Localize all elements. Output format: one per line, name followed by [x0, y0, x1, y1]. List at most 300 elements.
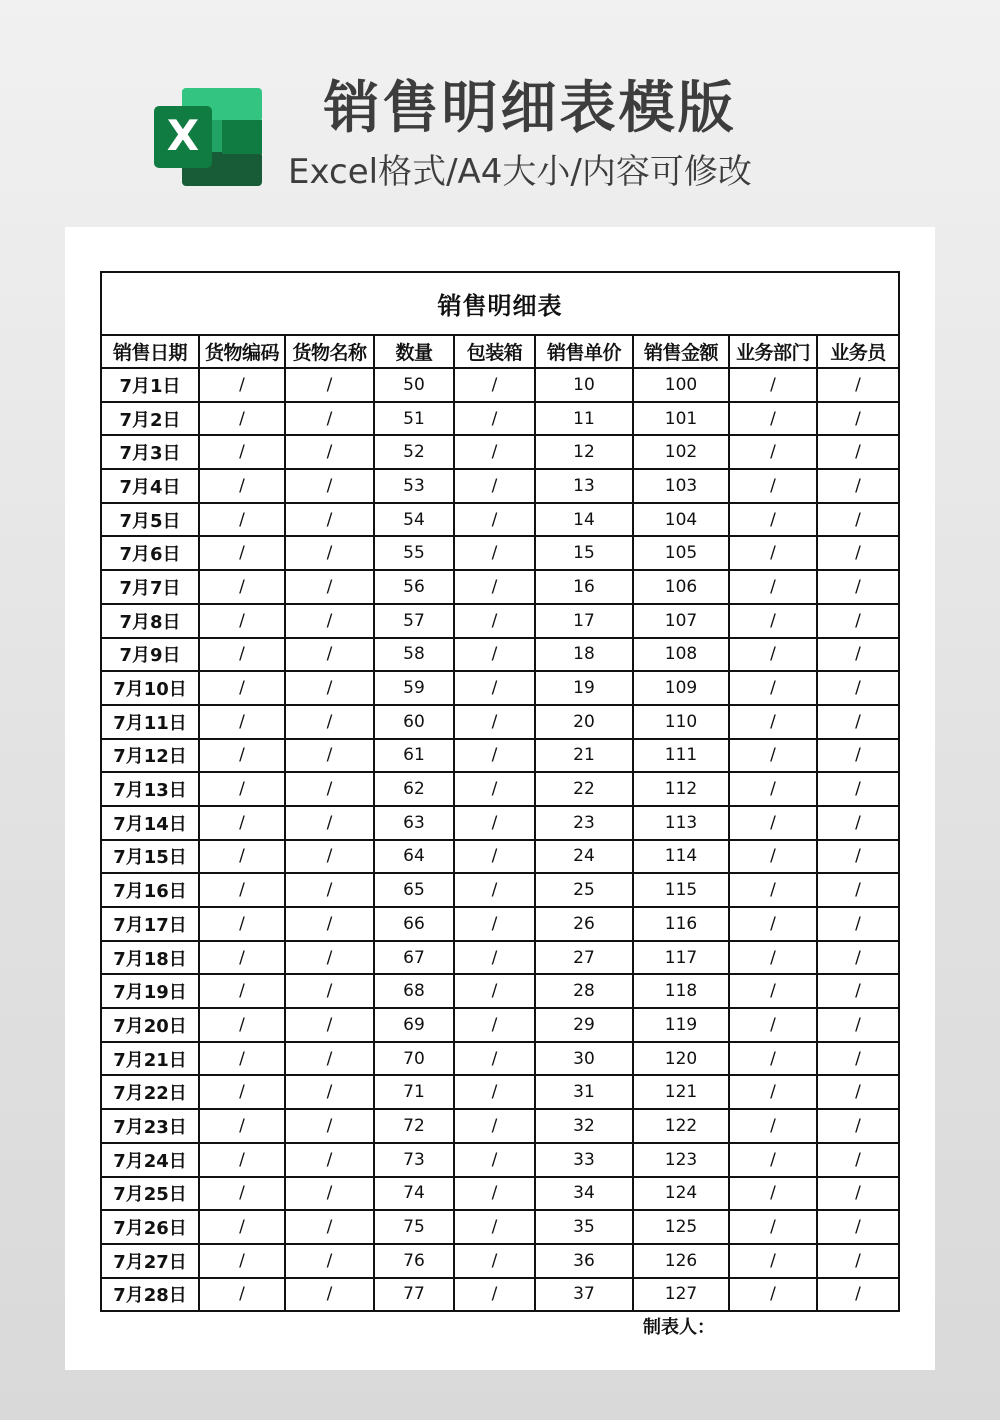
table-cell: / [729, 840, 817, 874]
table-cell: / [285, 503, 374, 537]
table-row [101, 705, 899, 739]
column-header: 包装箱 [454, 335, 535, 368]
table-cell: / [199, 435, 285, 469]
table-cell: 69 [374, 1008, 454, 1042]
table-cell: 64 [374, 840, 454, 874]
table-cell: 77 [374, 1278, 454, 1312]
table-cell: / [817, 1278, 899, 1312]
table-row [101, 907, 899, 941]
table-cell: / [199, 1042, 285, 1076]
table-cell: / [454, 974, 535, 1008]
table-cell: / [199, 873, 285, 907]
table-cell: 105 [633, 536, 729, 570]
table-cell: / [817, 1109, 899, 1143]
table-row [101, 435, 899, 469]
table-cell: / [817, 705, 899, 739]
table-cell: / [729, 772, 817, 806]
table-cell: / [817, 503, 899, 537]
table-cell: / [454, 705, 535, 739]
table-cell: 120 [633, 1042, 729, 1076]
table-cell: / [454, 907, 535, 941]
table-cell: 75 [374, 1210, 454, 1244]
table-row [101, 638, 899, 672]
table-cell: 116 [633, 907, 729, 941]
table-cell: 7月15日 [101, 840, 199, 874]
table-cell: 7月11日 [101, 705, 199, 739]
table-cell: / [817, 739, 899, 773]
table-row [101, 974, 899, 1008]
table-cell: / [285, 1244, 374, 1278]
table-cell: / [454, 1042, 535, 1076]
table-cell: / [729, 671, 817, 705]
table-cell: / [817, 368, 899, 402]
table-cell: / [285, 840, 374, 874]
table-cell: 33 [535, 1143, 633, 1177]
table-cell: 59 [374, 671, 454, 705]
table-cell: 104 [633, 503, 729, 537]
table-cell: / [729, 570, 817, 604]
table-cell: / [285, 402, 374, 436]
table-cell: 11 [535, 402, 633, 436]
table-cell: 114 [633, 840, 729, 874]
table-cell: 7月27日 [101, 1244, 199, 1278]
table-cell: / [454, 469, 535, 503]
table-cell: 117 [633, 941, 729, 975]
table-cell: 13 [535, 469, 633, 503]
table-cell: / [817, 638, 899, 672]
table-cell: / [199, 1210, 285, 1244]
table-cell: / [285, 604, 374, 638]
table-cell: / [285, 1042, 374, 1076]
table-cell: / [285, 941, 374, 975]
table-cell: / [454, 1177, 535, 1211]
table-cell: 27 [535, 941, 633, 975]
table-cell: / [285, 671, 374, 705]
table-row [101, 1143, 899, 1177]
table-cell: 15 [535, 536, 633, 570]
table-row [101, 402, 899, 436]
table-cell: 7月16日 [101, 873, 199, 907]
table-cell: / [817, 1143, 899, 1177]
table-row [101, 806, 899, 840]
table-cell: / [817, 1210, 899, 1244]
table-cell: / [285, 1008, 374, 1042]
table-cell: / [285, 1210, 374, 1244]
table-cell: / [285, 806, 374, 840]
table-cell: / [454, 503, 535, 537]
table-cell: 61 [374, 739, 454, 773]
table-cell: / [729, 739, 817, 773]
table-cell: 110 [633, 705, 729, 739]
table-cell: / [285, 638, 374, 672]
table-cell: 34 [535, 1177, 633, 1211]
table-cell: / [454, 806, 535, 840]
table-cell: 124 [633, 1177, 729, 1211]
table-cell: 71 [374, 1075, 454, 1109]
table-cell: / [199, 1177, 285, 1211]
table-cell: / [285, 536, 374, 570]
table-cell: 111 [633, 739, 729, 773]
table-row [101, 368, 899, 402]
table-cell: 62 [374, 772, 454, 806]
table-cell: / [454, 638, 535, 672]
table-cell: 7月21日 [101, 1042, 199, 1076]
sheet-title: 销售明细表 [101, 272, 899, 335]
table-cell: / [817, 402, 899, 436]
table-cell: / [729, 469, 817, 503]
table-cell: 7月25日 [101, 1177, 199, 1211]
table-cell: 7月6日 [101, 536, 199, 570]
table-cell: 22 [535, 772, 633, 806]
table-cell: / [454, 1109, 535, 1143]
table-cell: / [454, 1210, 535, 1244]
table-cell: / [199, 806, 285, 840]
table-cell: 32 [535, 1109, 633, 1143]
table-cell: / [729, 1177, 817, 1211]
table-cell: 7月17日 [101, 907, 199, 941]
table-cell: / [285, 873, 374, 907]
table-cell: 19 [535, 671, 633, 705]
table-cell: 7月3日 [101, 435, 199, 469]
table-cell: / [199, 1008, 285, 1042]
table-cell: / [285, 739, 374, 773]
table-cell: 57 [374, 604, 454, 638]
table-cell: 60 [374, 705, 454, 739]
table-cell: / [199, 503, 285, 537]
table-cell: / [817, 604, 899, 638]
table-cell: / [817, 671, 899, 705]
table-cell: 54 [374, 503, 454, 537]
table-cell: / [817, 1008, 899, 1042]
table-cell: 7月22日 [101, 1075, 199, 1109]
table-cell: / [729, 402, 817, 436]
table-cell: 30 [535, 1042, 633, 1076]
table-cell: / [199, 1075, 285, 1109]
table-cell: / [454, 840, 535, 874]
table-cell: / [454, 941, 535, 975]
table-body [101, 368, 899, 1311]
table-cell: / [729, 1075, 817, 1109]
table-cell: 21 [535, 739, 633, 773]
table-cell: 7月4日 [101, 469, 199, 503]
table-cell: / [199, 1244, 285, 1278]
logo-sheet-dark [222, 120, 262, 154]
document-paper [65, 227, 935, 1370]
table-row [101, 873, 899, 907]
table-cell: 17 [535, 604, 633, 638]
column-header: 销售日期 [101, 335, 199, 368]
column-header: 销售金额 [633, 335, 729, 368]
table-cell: 58 [374, 638, 454, 672]
table-cell: 14 [535, 503, 633, 537]
table-cell: / [729, 1143, 817, 1177]
table-row [101, 570, 899, 604]
table-cell: / [454, 570, 535, 604]
table-row [101, 739, 899, 773]
table-cell: 7月14日 [101, 806, 199, 840]
table-cell: / [285, 1177, 374, 1211]
table-cell: 121 [633, 1075, 729, 1109]
table-cell: 16 [535, 570, 633, 604]
table-cell: / [454, 536, 535, 570]
table-cell: 115 [633, 873, 729, 907]
table-row [101, 1244, 899, 1278]
table-cell: / [817, 840, 899, 874]
table-cell: / [454, 435, 535, 469]
table-cell: / [454, 1075, 535, 1109]
page-header [0, 0, 1000, 220]
table-cell: / [454, 368, 535, 402]
table-cell: 101 [633, 402, 729, 436]
table-cell: 103 [633, 469, 729, 503]
table-cell: / [729, 435, 817, 469]
table-cell: / [454, 402, 535, 436]
table-cell: / [285, 469, 374, 503]
table-cell: / [285, 1075, 374, 1109]
table-cell: 51 [374, 402, 454, 436]
table-cell: 7月8日 [101, 604, 199, 638]
table-cell: 55 [374, 536, 454, 570]
table-cell: 31 [535, 1075, 633, 1109]
table-row [101, 1008, 899, 1042]
table-cell: 7月24日 [101, 1143, 199, 1177]
table-cell: / [199, 469, 285, 503]
table-cell: 113 [633, 806, 729, 840]
table-cell: / [199, 671, 285, 705]
table-cell: / [454, 873, 535, 907]
table-cell: 68 [374, 974, 454, 1008]
table-cell: / [199, 368, 285, 402]
column-header: 货物名称 [285, 335, 374, 368]
page-subtitle: Excel格式/A4大小/内容可修改 [288, 152, 752, 192]
table-cell: 72 [374, 1109, 454, 1143]
table-cell: 53 [374, 469, 454, 503]
table-cell: / [199, 941, 285, 975]
table-cell: / [817, 941, 899, 975]
table-cell: 37 [535, 1278, 633, 1312]
table-cell: 7月20日 [101, 1008, 199, 1042]
table-cell: 52 [374, 435, 454, 469]
table-cell: / [285, 907, 374, 941]
table-cell: / [199, 772, 285, 806]
table-cell: / [285, 570, 374, 604]
table-cell: / [817, 1075, 899, 1109]
table-row [101, 1210, 899, 1244]
table-cell: 7月10日 [101, 671, 199, 705]
table-cell: / [199, 974, 285, 1008]
table-cell: / [285, 705, 374, 739]
table-cell: 102 [633, 435, 729, 469]
table-cell: / [729, 604, 817, 638]
table-row [101, 671, 899, 705]
table-cell: / [199, 604, 285, 638]
column-header: 销售单价 [535, 335, 633, 368]
table-row [101, 1109, 899, 1143]
table-row [101, 1075, 899, 1109]
table-cell: / [817, 1042, 899, 1076]
table-cell: 35 [535, 1210, 633, 1244]
column-header: 业务部门 [729, 335, 817, 368]
table-cell: 67 [374, 941, 454, 975]
table-cell: 65 [374, 873, 454, 907]
table-cell: / [817, 974, 899, 1008]
table-cell: 123 [633, 1143, 729, 1177]
table-cell: / [285, 1109, 374, 1143]
table-cell: / [199, 402, 285, 436]
column-header: 业务员 [817, 335, 899, 368]
table-cell: 127 [633, 1278, 729, 1312]
table-cell: / [454, 1143, 535, 1177]
table-cell: 73 [374, 1143, 454, 1177]
table-cell: 10 [535, 368, 633, 402]
sales-detail-table [100, 271, 900, 1312]
table-cell: / [729, 941, 817, 975]
table-cell: 56 [374, 570, 454, 604]
table-cell: / [199, 638, 285, 672]
table-cell: / [817, 806, 899, 840]
table-maker-label: 制表人： [643, 1317, 715, 1338]
table-row [101, 1177, 899, 1211]
table-row [101, 1042, 899, 1076]
table-cell: / [285, 974, 374, 1008]
table-cell: 25 [535, 873, 633, 907]
table-cell: / [199, 536, 285, 570]
table-cell: / [817, 469, 899, 503]
column-header: 数量 [374, 335, 454, 368]
table-cell: / [454, 772, 535, 806]
table-cell: / [729, 638, 817, 672]
logo-x-letter: X [166, 111, 200, 160]
table-cell: / [729, 536, 817, 570]
table-cell: / [199, 570, 285, 604]
table-cell: 7月1日 [101, 368, 199, 402]
table-cell: 23 [535, 806, 633, 840]
table-cell: 7月9日 [101, 638, 199, 672]
table-cell: 126 [633, 1244, 729, 1278]
table-cell: 112 [633, 772, 729, 806]
table-cell: / [817, 907, 899, 941]
table-cell: 12 [535, 435, 633, 469]
table-cell: / [729, 503, 817, 537]
column-header: 货物编码 [199, 335, 285, 368]
table-cell: / [817, 570, 899, 604]
table-cell: 29 [535, 1008, 633, 1042]
table-cell: / [729, 974, 817, 1008]
table-cell: / [454, 739, 535, 773]
table-cell: / [729, 806, 817, 840]
table-cell: 7月7日 [101, 570, 199, 604]
table-cell: 7月18日 [101, 941, 199, 975]
table-cell: / [454, 604, 535, 638]
table-cell: 119 [633, 1008, 729, 1042]
table-cell: 118 [633, 974, 729, 1008]
page-title: 销售明细表模版 [323, 76, 737, 141]
table-header-row [101, 335, 899, 368]
table-cell: / [817, 1244, 899, 1278]
table-cell: 107 [633, 604, 729, 638]
table-cell: 74 [374, 1177, 454, 1211]
table-cell: 7月23日 [101, 1109, 199, 1143]
table-cell: / [817, 772, 899, 806]
table-cell: / [199, 840, 285, 874]
table-row [101, 503, 899, 537]
table-cell: / [729, 1278, 817, 1312]
table-cell: 28 [535, 974, 633, 1008]
table-row [101, 1278, 899, 1312]
table-cell: / [729, 1109, 817, 1143]
table-cell: / [199, 1278, 285, 1312]
table-cell: / [729, 1244, 817, 1278]
table-cell: / [817, 873, 899, 907]
table-cell: 36 [535, 1244, 633, 1278]
table-cell: 109 [633, 671, 729, 705]
table-cell: 122 [633, 1109, 729, 1143]
table-cell: / [729, 705, 817, 739]
table-cell: / [285, 435, 374, 469]
table-cell: / [729, 1210, 817, 1244]
table-cell: / [199, 1109, 285, 1143]
table-cell: 125 [633, 1210, 729, 1244]
table-cell: / [454, 1278, 535, 1312]
table-cell: / [817, 1177, 899, 1211]
table-cell: 7月26日 [101, 1210, 199, 1244]
table-cell: 24 [535, 840, 633, 874]
table-cell: / [729, 1042, 817, 1076]
table-row [101, 941, 899, 975]
table-cell: 66 [374, 907, 454, 941]
table-cell: 7月2日 [101, 402, 199, 436]
table-cell: 7月12日 [101, 739, 199, 773]
table-cell: 7月19日 [101, 974, 199, 1008]
table-cell: / [729, 1008, 817, 1042]
table-cell: 108 [633, 638, 729, 672]
table-cell: / [285, 1143, 374, 1177]
excel-logo-icon [152, 86, 264, 188]
table-cell: 76 [374, 1244, 454, 1278]
table-cell: 26 [535, 907, 633, 941]
table-cell: 106 [633, 570, 729, 604]
table-cell: 63 [374, 806, 454, 840]
table-row [101, 469, 899, 503]
table-cell: / [817, 536, 899, 570]
table-cell: / [454, 1008, 535, 1042]
table-cell: 7月13日 [101, 772, 199, 806]
table-row [101, 536, 899, 570]
table-cell: 50 [374, 368, 454, 402]
table-cell: / [199, 907, 285, 941]
table-cell: / [199, 1143, 285, 1177]
table-cell: / [729, 368, 817, 402]
table-cell: 7月28日 [101, 1278, 199, 1312]
table-cell: / [199, 705, 285, 739]
table-cell: / [454, 1244, 535, 1278]
table-cell: 70 [374, 1042, 454, 1076]
table-cell: / [454, 671, 535, 705]
table-row [101, 772, 899, 806]
table-cell: / [729, 873, 817, 907]
table-cell: / [199, 739, 285, 773]
table-cell: 20 [535, 705, 633, 739]
table-cell: 18 [535, 638, 633, 672]
table-row [101, 840, 899, 874]
table-row [101, 604, 899, 638]
table-cell: / [285, 772, 374, 806]
table-cell: 100 [633, 368, 729, 402]
table-cell: / [285, 1278, 374, 1312]
table-cell: / [285, 368, 374, 402]
table-cell: / [729, 907, 817, 941]
table-cell: / [817, 435, 899, 469]
